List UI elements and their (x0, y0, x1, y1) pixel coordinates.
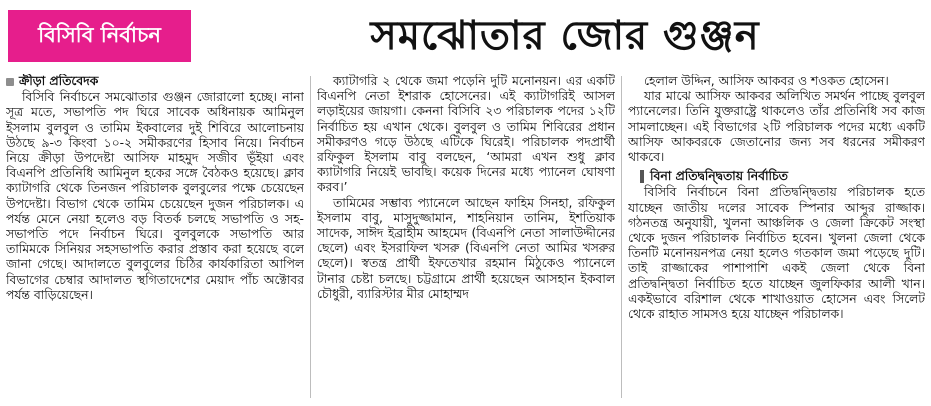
column-3 (628, 74, 925, 404)
paragraph: ক্যাটাগরি ২ থেকে জমা পড়েনি দুটি মনোনয়ন। এর একটি বিএনপি নেতা ইশরাক হোসেনের। এই ক্যাটাগরিই আসল লড়াইয়ের জায়গা। কেননা বিসিবি ২৩ পরিচালক পদের ১২টি নির্বাচিত হয় এখান থেকে। বুলবুল ও তামিম শিবিরের প্রধান সমীকরণও গড়ে উঠছে এটিকে ঘিরেই। পরিচালক পদপ্রার্থী রফিকুল ইসলাম বাবু বলছেন, ‘আমরা এখন শুধু ক্লাব ক্যাটাগরি নিয়েই ভাবছি। কয়েক দিনের মধ্যে প্যানেল ঘোষণা করব।’ (317, 74, 615, 195)
column-1 (6, 74, 304, 404)
column-2 (317, 74, 615, 404)
section-tag-label: বিসিবি নির্বাচন (38, 22, 161, 47)
article-body (6, 74, 925, 404)
subheading-text: বিনা প্রতিদ্বন্দ্বিতায় নির্বাচিত (650, 169, 788, 184)
section-tag (8, 10, 191, 62)
bullet-icon (6, 78, 14, 86)
byline (6, 74, 304, 89)
paragraph: যার মাঝে আসিফ আকবর অলিখিত সমর্থন পাচ্ছে বুলবুল প্যানেলের। তিনি যুক্তরাষ্ট্রে থাকলেও তাঁর প্রতিনিধি সব কাজ সামলাচ্ছেন। এই বিভাগের ২টি পরিচালক পদের মধ্যে একটি আসিফ আকবরকে জেতানোর জন্য সব ধরনের সমীকরণ থাকবে। (628, 89, 925, 165)
subheading-bar-icon (640, 170, 644, 183)
byline-text: ক্রীড়া প্রতিবেদক (19, 74, 99, 88)
column-divider (621, 76, 622, 398)
column-divider (310, 76, 311, 398)
headline: সমঝোতার জোর গুঞ্জন (370, 12, 760, 59)
paragraph: বিসিবি নির্বাচনে সমঝোতার গুঞ্জন জোরালো হচ্ছে। নানা সূত্র মতে, সভাপতি পদ ঘিরে সাবেক অধিনায়ক আমিনুল ইসলাম বুলবুল ও তামিম ইকবালের দুই শিবিরে আলোচনায় উঠছে ৯-৩ কিংবা ১০-২ সমীকরণের হিসাব নিয়ে। নির্বাচন নিয়ে ক্রীড়া উপদেষ্টা আসিফ মাহমুদ সজীব ভূঁইয়া এবং বিএনপি প্রতিনিধি আমিনুল হকের সঙ্গে বৈঠকও হয়েছে। ক্লাব ক্যাটাগরি থেকে তিনজন পরিচালক বুলবুলের পক্ষে চেয়েছেন উপদেষ্টা। বিভাগ থেকে তামিম চেয়েছেন দুজন পরিচালক। এ পর্যন্ত মেনে নেয়া হলেও বড় বিতর্ক চলছে সভাপতি ও সহ-সভাপতি পদে নির্বাচন ঘিরে। বুলবুলকে সভাপতি আর তামিমকে সিনিয়র সহসভাপতি করার প্রস্তাব করা হয়েছে বলে জানা গেছে। আদালতে বুলবুলের চিঠির কার্যকারিতা আপিল বিভাগের চেম্বার আদালত স্থগিতাদেশের মেয়াদ পাঁচ অক্টোবর পর্যন্ত বাড়িয়েছেন। (6, 90, 304, 302)
paragraph: বিসিবি নির্বাচনে বিনা প্রতিদ্বন্দ্বিতায় পরিচালক হতে যাচ্ছেন জাতীয় দলের সাবেক স্পিনার আব্দুর রাজ্জাক। গঠনতন্ত্র অনুযায়ী, খুলনা আঞ্চলিক ও জেলা ক্রিকেট সংস্থা থেকে দুজন পরিচালক নির্বাচিত হবেন। খুলনা জেলা থেকে তিনটি মনোনয়নপত্র নেয়া হলেও গতকাল জমা পড়েছে দুটি। তাই রাজ্জাকের পাশাপাশি একই জেলা থেকে বিনা প্রতিদ্বন্দ্বিতা নির্বাচিত হতে যাচ্ছেন জুলফিকার আলী খান। একইভাবে বরিশাল থেকে শাখাওয়াত হোসেন এবং সিলেট থেকে রাহাত সামসও হয়ে যাচ্ছেন পরিচালক। (628, 185, 925, 322)
paragraph: হেলাল উদ্দিন, আসিফ আকবর ও শওকত হোসেন। (644, 74, 889, 88)
paragraph: তামিমের সম্ভাব্য প্যানেলে আছেন ফাহিম সিনহা, রফিকুল ইসলাম বাবু, মাসুদুজ্জামান, শাহনিয়ান তানিম, ইশতিয়াক সাদেক, সাঈদ ইব্রাহীম আহমেদ (বিএনপি নেতা সালাউদ্দীনের ছেলে) এবং ইসরাফিল খসরু (বিএনপি নেতা আমির খসরুর ছেলে)। স্বতন্ত্র প্রার্থী ইফতেখার রহমান মিঠুকেও প্যানেলে টানার চেষ্টা চলছে। চট্টগ্রামে প্রার্থী হয়েছেন আসহান ইকবাল চৌধুরী, ব্যারিস্টার মীর মোহাম্মদ (317, 195, 615, 301)
subheading (640, 169, 925, 184)
